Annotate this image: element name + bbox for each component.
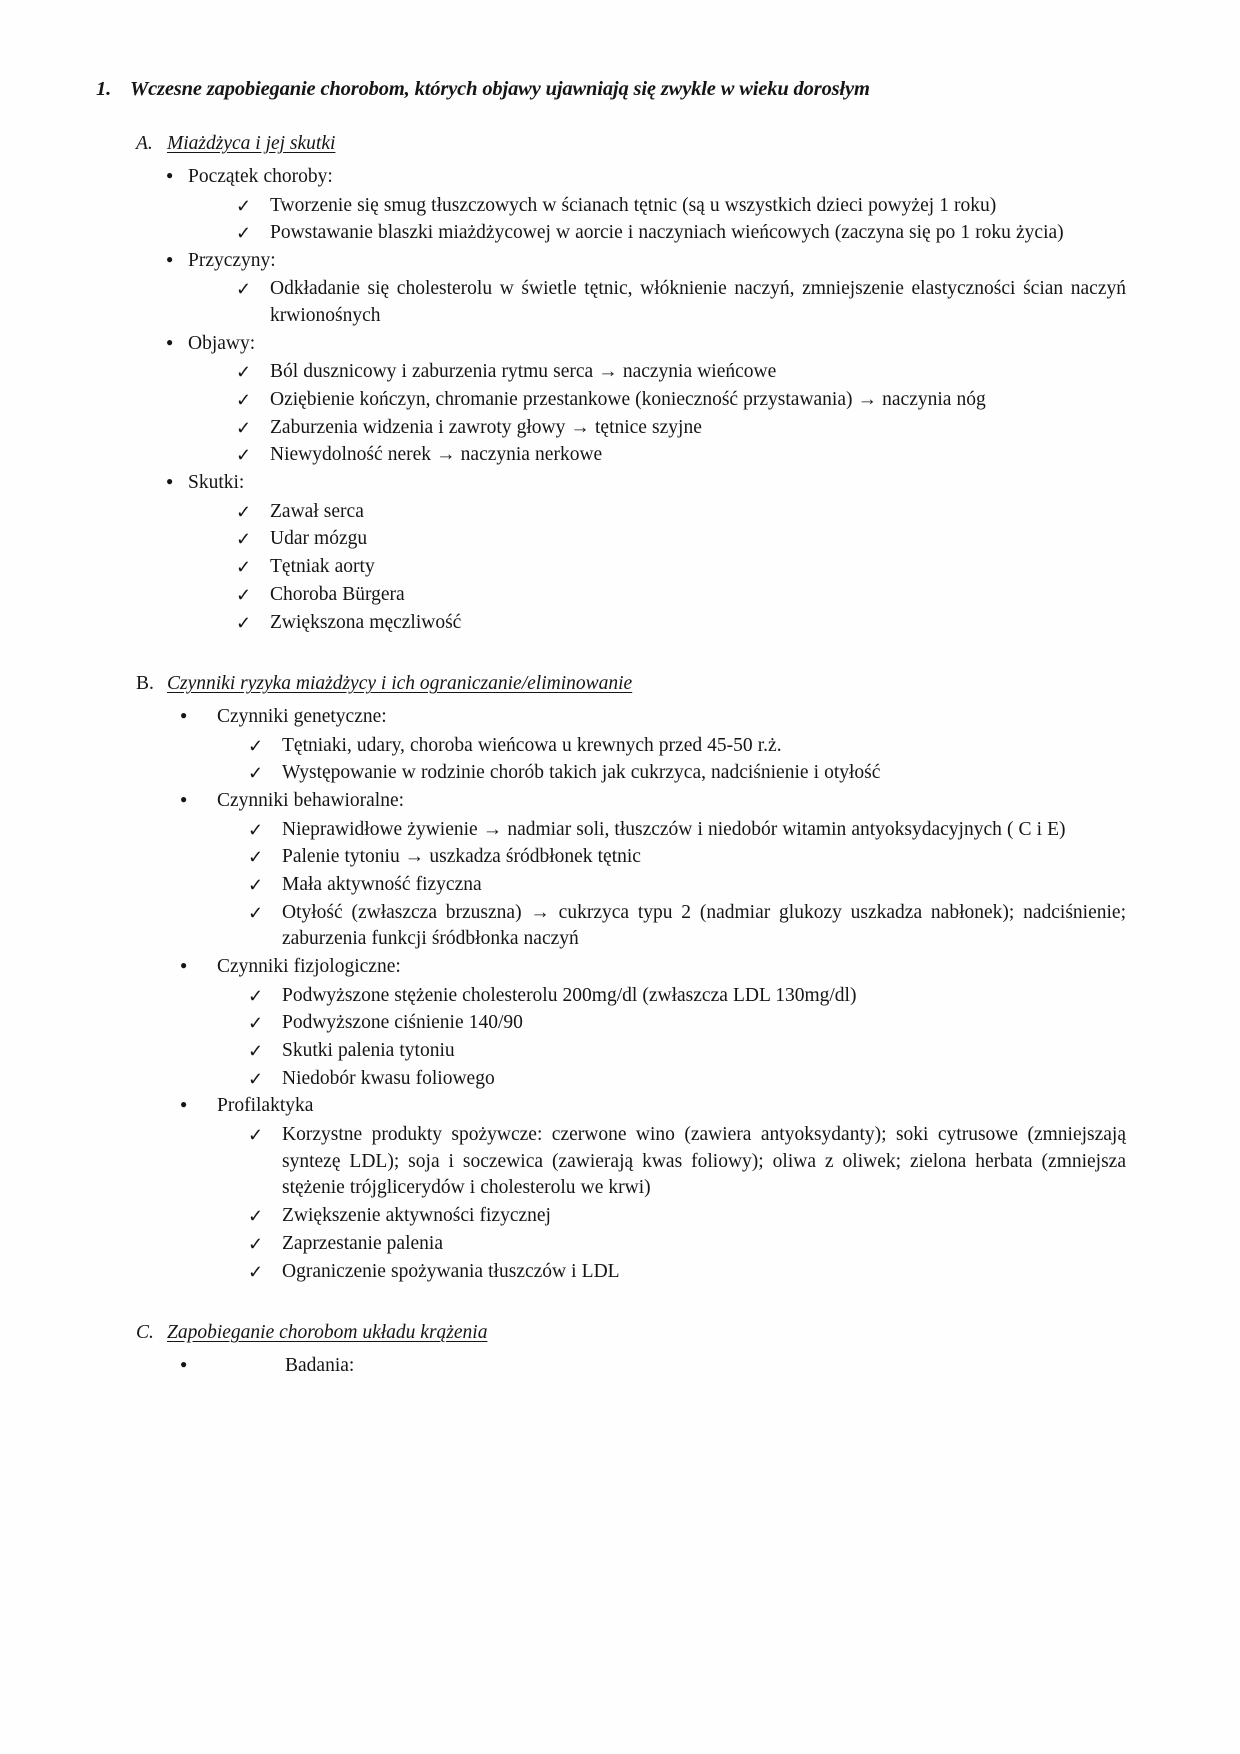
section-b-header — [136, 673, 1126, 695]
bullet-icon: ● — [180, 1357, 188, 1372]
check-icon: ✓ — [236, 557, 252, 578]
check-icon: ✓ — [248, 763, 264, 784]
list-item-label: Profilaktyka — [217, 1095, 314, 1117]
list-item-label: Objawy: — [188, 332, 256, 354]
check-icon: ✓ — [236, 195, 252, 216]
check-icon: ✓ — [236, 362, 252, 383]
list-item — [248, 1122, 1126, 1202]
list-item — [236, 276, 1126, 329]
list-item-label: Skutki palenia tytoniu — [282, 1040, 455, 1062]
section-spacer — [96, 1286, 1126, 1322]
list-item — [248, 1038, 1126, 1065]
list-item-label: Choroba Bürgera — [270, 583, 405, 605]
list-item-label: Ograniczenie spożywania tłuszczów i LDL — [282, 1260, 620, 1282]
list-item — [180, 704, 1126, 731]
list-item — [248, 1259, 1126, 1286]
bullet-icon: ● — [166, 474, 174, 489]
list-item — [236, 387, 1126, 414]
list-item-label: Udar mózgu — [270, 528, 368, 550]
section-spacer — [96, 637, 1126, 673]
section-a-title: Miażdżyca i jej skutki — [167, 133, 336, 154]
list-item-label: Odkładanie się cholesterolu w świetle tętnic, włóknienie naczyń, zmniejszenie elastyczności ścian naczyń krwionośnych — [270, 278, 1126, 327]
heading-number: 1. — [96, 78, 112, 100]
list-item — [248, 872, 1126, 899]
list-item — [248, 1066, 1126, 1093]
section-b — [96, 673, 1126, 1285]
check-icon: ✓ — [236, 417, 252, 438]
list-item-label: Zaprzestanie palenia — [282, 1232, 443, 1254]
list-item-label: Początek choroby: — [188, 166, 333, 187]
list-item — [248, 1010, 1126, 1037]
check-icon: ✓ — [248, 902, 264, 923]
check-icon: ✓ — [248, 819, 264, 840]
list-item-label: Niedobór kwasu foliowego — [282, 1067, 495, 1089]
list-item-label: Mała aktywność fizyczna — [282, 874, 482, 896]
document-content — [96, 78, 1126, 1382]
check-icon: ✓ — [248, 1206, 264, 1227]
check-icon: ✓ — [236, 612, 252, 633]
list-item-label: Czynniki fizjologiczne: — [217, 956, 401, 978]
list-item — [166, 164, 1126, 191]
check-icon: ✓ — [236, 390, 252, 411]
list-item — [248, 983, 1126, 1010]
list-item — [166, 470, 1126, 497]
check-icon: ✓ — [248, 1013, 264, 1034]
list-item — [180, 1353, 1126, 1380]
list-item-label: Korzystne produkty spożywcze: czerwone wino (zawiera antyoksydanty); soki cytrusowe (zmniejszają syntezę LDL); soja i soczewica (zawierają kwas foliowy); oliwa z oliwek; zielona herbata (zmniejsza stężenie trójglicerydów i cholesterolu we krwi) — [282, 1124, 1126, 1199]
section-c-letter: C. — [136, 1322, 154, 1344]
bullet-icon: ● — [166, 168, 174, 182]
list-item-label: Otyłość (zwłaszcza brzuszna) → cukrzyca typu 2 (nadmiar glukozy uszkadza nabłonek); nadciśnienie; zaburzenia funkcji śródbłonka naczyń — [282, 901, 1126, 950]
list-item-label: Tworzenie się smug tłuszczowych w ścianach tętnic (są u wszystkich dzieci powyżej 1 roku) — [270, 194, 997, 216]
list-item — [166, 331, 1126, 358]
list-item-label: Niewydolność nerek → naczynia nerkowe — [270, 444, 603, 466]
check-icon: ✓ — [248, 735, 264, 756]
list-item-label: Badania: — [285, 1355, 355, 1377]
list-item-label: Zaburzenia widzenia i zawroty głowy → tętnice szyjne — [270, 416, 702, 438]
list-item — [180, 1093, 1126, 1120]
heading-text: Wczesne zapobieganie chorobom, których objawy ujawniają się zwykle w wieku dorosłym — [130, 78, 870, 100]
list-item — [236, 610, 1126, 637]
list-item-label: Skutki: — [188, 472, 245, 494]
list-item-label: Tętniak aorty — [270, 556, 375, 578]
list-item-label: Przyczyny: — [188, 249, 276, 271]
document-heading — [96, 78, 1126, 101]
list-item-label: Podwyższone stężenie cholesterolu 200mg/dl (zwłaszcza LDL 130mg/dl) — [282, 984, 857, 1006]
bullet-icon: ● — [166, 251, 174, 266]
section-b-letter: B. — [136, 673, 154, 695]
list-item-label: Zawał serca — [270, 500, 364, 522]
bullet-icon: ● — [180, 792, 188, 807]
list-item — [248, 900, 1126, 953]
section-a-letter: A. — [136, 133, 153, 154]
list-item — [248, 760, 1126, 787]
list-item-label: Palenie tytoniu → uszkadza śródbłonek tętnic — [282, 846, 641, 868]
list-item — [236, 442, 1126, 469]
bullet-icon: ● — [180, 958, 188, 973]
bullet-icon: ● — [180, 708, 188, 723]
section-c — [96, 1322, 1126, 1380]
list-item-label: Nieprawidłowe żywienie → nadmiar soli, tłuszczów i niedobór witamin antyoksydacyjnych ( C i E) — [282, 818, 1066, 840]
list-item — [236, 526, 1126, 553]
list-item-label: Podwyższone ciśnienie 140/90 — [282, 1012, 523, 1034]
list-item — [248, 1203, 1126, 1230]
check-icon: ✓ — [248, 1233, 264, 1254]
check-icon: ✓ — [248, 1261, 264, 1282]
bullet-icon: ● — [166, 334, 174, 349]
list-item-label: Ból dusznicowy i zaburzenia rytmu serca → naczynia wieńcowe — [270, 361, 777, 383]
list-item — [166, 248, 1126, 275]
check-icon: ✓ — [248, 985, 264, 1006]
check-icon: ✓ — [236, 584, 252, 605]
section-a-header — [136, 133, 1126, 155]
list-item — [248, 733, 1126, 760]
list-item-label: Zwiększona męczliwość — [270, 611, 462, 633]
check-icon: ✓ — [248, 1041, 264, 1062]
section-a — [96, 133, 1126, 636]
section-c-title: Zapobieganie chorobom układu krążenia — [167, 1322, 488, 1344]
check-icon: ✓ — [236, 501, 252, 522]
check-icon: ✓ — [248, 875, 264, 896]
check-icon: ✓ — [248, 847, 264, 868]
list-item — [180, 788, 1126, 815]
list-item — [248, 817, 1126, 844]
list-item-label: Tętniaki, udary, choroba wieńcowa u krewnych przed 45-50 r.ż. — [282, 734, 782, 756]
check-icon: ✓ — [248, 1125, 264, 1145]
list-item — [248, 1231, 1126, 1258]
check-icon: ✓ — [248, 1068, 264, 1089]
check-icon: ✓ — [236, 445, 252, 466]
check-icon: ✓ — [236, 529, 252, 550]
list-item — [236, 582, 1126, 609]
list-item-label: Czynniki genetyczne: — [217, 706, 387, 728]
list-item — [236, 220, 1126, 247]
list-item — [236, 415, 1126, 442]
check-icon: ✓ — [236, 223, 252, 244]
section-c-header — [136, 1322, 1126, 1344]
section-b-title: Czynniki ryzyka miażdżycy i ich ograniczanie/eliminowanie — [167, 673, 633, 695]
list-item — [236, 359, 1126, 386]
list-item-label: Powstawanie blaszki miażdżycowej w aorcie i naczyniach wieńcowych (zaczyna się po 1 roku życia) — [270, 222, 1064, 244]
list-item-label: Występowanie w rodzinie chorób takich jak cukrzyca, nadciśnienie i otyłość — [282, 762, 881, 784]
list-item — [248, 844, 1126, 871]
list-item — [236, 554, 1126, 581]
check-icon: ✓ — [236, 279, 252, 300]
list-item-label: Oziębienie kończyn, chromanie przestankowe (konieczność przystawania) → naczynia nóg — [270, 389, 986, 411]
list-item — [236, 193, 1126, 220]
list-item — [180, 954, 1126, 981]
bullet-icon: ● — [180, 1097, 188, 1112]
list-item — [236, 499, 1126, 526]
list-item-label: Zwiększenie aktywności fizycznej — [282, 1205, 551, 1227]
list-item-label: Czynniki behawioralne: — [217, 790, 405, 812]
